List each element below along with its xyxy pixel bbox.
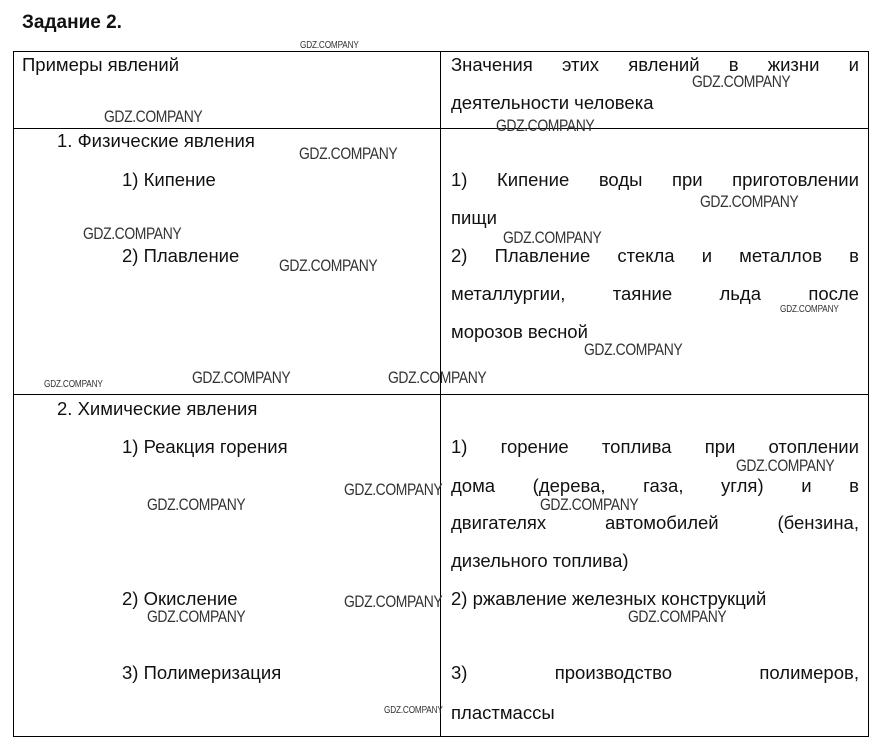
- watermark: GDZ.COMPANY: [628, 607, 727, 626]
- watermark: GDZ.COMPANY: [384, 705, 443, 716]
- chemical-oxidation-desc: 2) ржавление железных конструкций: [451, 588, 767, 609]
- row-divider-header: [14, 128, 868, 129]
- chemical-polymerization-desc-line2: пластмассы: [451, 702, 555, 723]
- chemical-combustion-desc-line1: 1) горение топлива при отоплении: [451, 436, 859, 457]
- physical-heading: 1. Физические явления: [57, 130, 255, 151]
- chemical-item-combustion: 1) Реакция горения: [122, 436, 288, 457]
- watermark: GDZ.COMPANY: [44, 379, 103, 390]
- watermark: GDZ.COMPANY: [147, 607, 246, 626]
- watermark: GDZ.COMPANY: [83, 224, 182, 243]
- watermark: GDZ.COMPANY: [692, 72, 791, 91]
- chemical-heading: 2. Химические явления: [57, 398, 258, 419]
- chemical-polymerization-desc-line1: 3) производство полимеров,: [451, 662, 859, 683]
- watermark: GDZ.COMPANY: [388, 368, 487, 387]
- watermark: GDZ.COMPANY: [104, 107, 203, 126]
- watermark: GDZ.COMPANY: [279, 256, 378, 275]
- watermark: GDZ.COMPANY: [584, 340, 683, 359]
- physical-boiling-desc-line2: пищи: [451, 207, 497, 228]
- physical-item-boiling: 1) Кипение: [122, 169, 216, 190]
- phenomena-table: [13, 51, 869, 737]
- chemical-item-polymerization: 3) Полимеризация: [122, 662, 282, 683]
- header-col-examples: Примеры явлений: [22, 54, 180, 75]
- task-title: Задание 2.: [22, 12, 122, 33]
- watermark: GDZ.COMPANY: [300, 40, 359, 51]
- chemical-combustion-desc-line2: дома (дерева, газа, угля) и в: [451, 475, 859, 496]
- watermark: GDZ.COMPANY: [736, 456, 835, 475]
- watermark: GDZ.COMPANY: [503, 228, 602, 247]
- row-divider-physical: [14, 394, 868, 395]
- watermark: GDZ.COMPANY: [540, 495, 639, 514]
- watermark: GDZ.COMPANY: [147, 495, 246, 514]
- watermark: GDZ.COMPANY: [192, 368, 291, 387]
- watermark: GDZ.COMPANY: [299, 144, 398, 163]
- chemical-item-oxidation: 2) Окисление: [122, 588, 238, 609]
- physical-item-melting: 2) Плавление: [122, 245, 240, 266]
- physical-boiling-desc-line1: 1) Кипение воды при приготовлении: [451, 169, 859, 190]
- watermark: GDZ.COMPANY: [344, 480, 443, 499]
- chemical-combustion-desc-line3: двигателях автомобилей (бензина,: [451, 512, 859, 533]
- header-col-meaning-line1: Значения этих явлений в жизни и: [451, 54, 859, 75]
- physical-melting-desc-line3: морозов весной: [451, 321, 588, 342]
- watermark: GDZ.COMPANY: [700, 192, 799, 211]
- physical-melting-desc-line2: металлургии, таяние льда после: [451, 283, 859, 304]
- watermark: GDZ.COMPANY: [496, 116, 595, 135]
- header-col-meaning-line2: деятельности человека: [451, 92, 654, 113]
- watermark: GDZ.COMPANY: [344, 592, 443, 611]
- watermark: GDZ.COMPANY: [780, 304, 839, 315]
- chemical-combustion-desc-line4: дизельного топлива): [451, 550, 629, 571]
- physical-melting-desc-line1: 2) Плавление стекла и металлов в: [451, 245, 859, 266]
